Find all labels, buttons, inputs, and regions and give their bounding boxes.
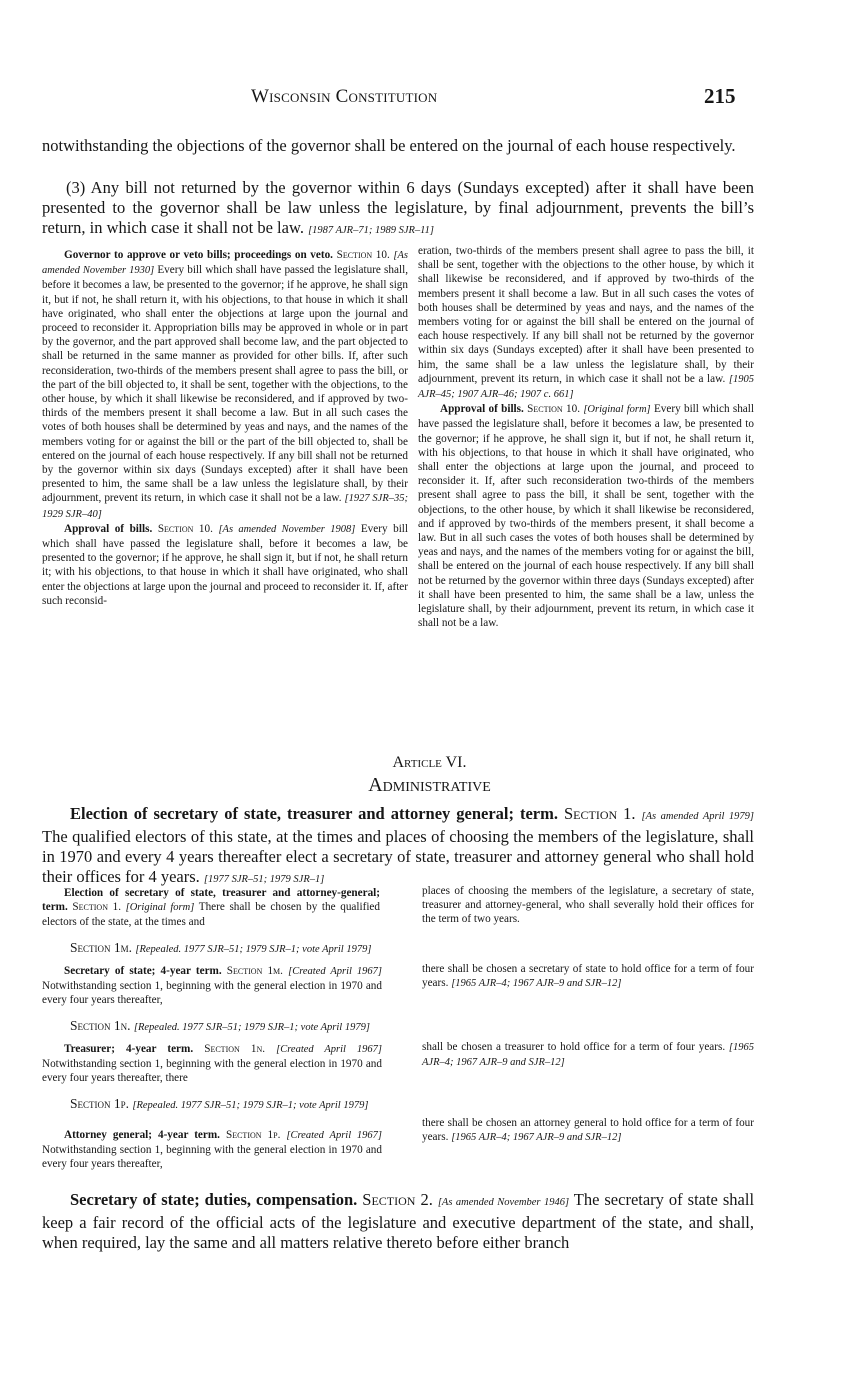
section-label: Section 10. bbox=[336, 249, 390, 261]
amend-note: [As amended November 1930] bbox=[42, 250, 408, 277]
history-text: places of choosing the members of the legislature, a secretary of state, treasurer and attorney-general, who shall severally hold their offices for the term of two years. bbox=[422, 885, 754, 926]
repealed-note: [Repealed. 1977 SJR–51; 1979 SJR–1; vote April 1979] bbox=[132, 1100, 369, 1111]
amend-note: [Original form] bbox=[583, 404, 651, 416]
history-heading: Election of secretary of state, treasurer and attorney-general; term. bbox=[42, 887, 380, 914]
section-label: Section 1m. bbox=[70, 940, 133, 955]
carryover-paragraph: notwithstanding the objections of the governor shall be entered on the journal of each house respectively. bbox=[42, 136, 736, 155]
history-text: Every bill which shall have passed the legislature shall, before it becomes a law, be presented to the governor; if he approve, he shall sign it, but if not, he shall return it, with his objections, to that house in which it shall have originated, who shall enter the objections at large upon the journal and proceed to reconsider it. Appropriation bills may be approved in whole or in part by the governor, and the part approved shall become law, and the part objected to shall be returned in the same manner as provided for other bills. If, after such reconsideration, two-thirds of the members present shall agree to pass the bill, or the part of the bill objected to, it shall be sent, together with the objections, to the other house, by which it shall likewise be reconsidered, and if approved by two-thirds of the members present it shall become a law. But in all such cases the votes of both houses shall be determined by yeas and nays, and the names of the members voting for or against the bill or the part of the bill objected to, shall be entered on the journal of each house respectively. If any bill shall not be returned by the governor within six days (Sundays excepted) after it shall have been presented to him, the same shall be a law unless the legislature shall, by their adjournment, prevent its return, in which case it shall not be a law. bbox=[42, 264, 408, 505]
history-citation: [1905 AJR–45; 1907 AJR–46; 1907 c. 661] bbox=[418, 373, 754, 401]
section-1-paragraph bbox=[42, 804, 754, 890]
section-label: Section 1n. bbox=[70, 1018, 131, 1033]
section-1-original-note bbox=[42, 886, 380, 930]
section-label: Section 1. bbox=[564, 804, 636, 823]
history-text: shall be chosen a treasurer to hold office for a term of four years. bbox=[422, 1041, 726, 1053]
repealed-note: [Repealed. 1977 SJR–51; 1979 SJR–1; vote April 1979] bbox=[133, 1022, 370, 1033]
history-heading: Treasurer; 4-year term. bbox=[64, 1043, 194, 1055]
history-note-1930 bbox=[42, 248, 408, 522]
history-heading: Approval of bills. bbox=[440, 403, 524, 416]
article-title: Administrative bbox=[368, 774, 491, 796]
section-label: Section 1p. bbox=[225, 1129, 281, 1141]
history-citation: [1965 AJR–4; 1967 AJR–9 and SJR–12] bbox=[451, 1132, 622, 1144]
history-left-column bbox=[42, 248, 408, 608]
page-number: 215 bbox=[704, 84, 736, 108]
amend-note: [Created April 1967] bbox=[276, 1044, 382, 1055]
history-text: Notwithstanding section 1, beginning with the general election in 1970 and every four years thereafter, bbox=[42, 980, 382, 1007]
history-heading: Secretary of state; 4-year term. bbox=[64, 965, 222, 977]
section-1p-history-continued bbox=[422, 1116, 754, 1145]
section-1n-history-continued bbox=[422, 1040, 754, 1070]
history-note-1908-continued bbox=[418, 244, 754, 402]
amend-note: [Created April 1967] bbox=[288, 966, 383, 977]
history-text: Every bill which shall have passed the legislature shall, before it becomes a law, be presented to the governor; if he approve, he shall sign it, but if not, he shall return it, with his objections, to that house in which it shall have originated, who shall enter the objections at large upon the journal, and proceed to reconsider it. If, after such reconsideration two-thirds of the members present shall agree to pass the bill, it shall be sent, together with the objections, to the other house, by which it shall likewise be reconsidered, and if approved by two-thirds of the members present, it shall become a law. But in all such cases the votes of both houses shall be determined by yeas and nays, and the names of the members voting for or against the bill, shall be entered on the journal of each house respectively. If any bill shall not be returned by the governor within three days (Sundays excepted) after it shall have been presented to him, the same shall be a law, unless the legislature shall, by their adjournment, prevent its return, in which case it shall not be a law. bbox=[418, 403, 754, 630]
running-header-title: Wisconsin Constitution bbox=[251, 86, 438, 107]
subsection-3-paragraph bbox=[42, 178, 754, 241]
history-text: eration, two-thirds of the members present shall agree to pass the bill, it shall be sent, together with the objections to the other house, by which it shall likewise be reconsidered, and if approved by two-thirds of the members present it shall become a law. But in all such cases the votes of both houses shall be determined by yeas and nays, and the names of the members voting for or against the bill shall be entered on the journal of each house respectively. If any bill shall not be returned by the governor within six days (Sundays excepted) after it shall have been presented to him, the same shall be a law unless the legislature shall, by their adjournment, prevent its return, in which case it shall not be a law. bbox=[418, 245, 754, 385]
history-heading: Governor to approve or veto bills; proceedings on veto. bbox=[64, 249, 333, 261]
amend-note: [As amended November 1908] bbox=[218, 523, 356, 535]
history-citation: [1965 AJR–4; 1967 AJR–9 and SJR–12] bbox=[451, 978, 622, 990]
history-text: Notwithstanding section 1, beginning with the general election in 1970 and every four years thereafter, bbox=[42, 1144, 382, 1171]
section-label: Section 1p. bbox=[70, 1096, 130, 1111]
amend-note: [Original form] bbox=[125, 902, 195, 914]
history-note-1908 bbox=[42, 522, 408, 608]
section-1p-history bbox=[42, 1128, 382, 1172]
amend-note: [Created April 1967] bbox=[286, 1130, 383, 1141]
history-text: Every bill which shall have passed the legislature shall, before it becomes a law, be presented to the governor; if he approve, he shall sign it, but if not, he shall return it; with his objections, to that house in which it shall have originated, who shall enter the objections at large upon the journal and proceed to reconsider it. If, after such reconsid- bbox=[42, 522, 409, 607]
article-number: Article VI. bbox=[392, 754, 467, 771]
section-label: Section 2. bbox=[362, 1190, 433, 1209]
history-text: Notwithstanding section 1, beginning with the general election in 1970 and every four years thereafter, there bbox=[42, 1058, 382, 1085]
section-label: Section 1m. bbox=[226, 965, 283, 977]
repealed-note: [Repealed. 1977 SJR–51; 1979 SJR–1; vote April 1979] bbox=[135, 944, 372, 955]
section-2-paragraph bbox=[42, 1190, 754, 1253]
history-text: there shall be chosen an attorney general to hold office for a term of four years. bbox=[422, 1117, 754, 1144]
history-note-original bbox=[418, 402, 754, 630]
history-heading: Approval of bills. bbox=[64, 522, 153, 535]
history-right-column bbox=[418, 244, 754, 630]
history-text: There shall be chosen by the qualified electors of the state, at the times and bbox=[42, 901, 380, 929]
subsection-3-citation: [1987 AJR–71; 1989 SJR–11] bbox=[308, 225, 434, 236]
section-1n-repealed bbox=[70, 1018, 370, 1034]
section-1-original-note-continued bbox=[422, 884, 754, 927]
section-1-heading: Election of secretary of state, treasurer and attorney general; term. bbox=[70, 804, 558, 823]
section-2-heading: Secretary of state; duties, compensation. bbox=[70, 1190, 358, 1209]
section-label: Section 1n. bbox=[204, 1043, 266, 1055]
amend-note: [As amended November 1946] bbox=[437, 1197, 570, 1208]
section-1-text: The qualified electors of this state, at the times and places of choosing the members of the legislature, shall in 1970 and every 4 years thereafter elect a secretary of state, treasurer and attorney general who shall hold their offices for 4 years. bbox=[42, 827, 754, 886]
subsection-3-text: (3) Any bill not returned by the governor within 6 days (Sundays excepted) after it shall have been presented to the governor shall be law unless the legislature, by final adjournment, prevents the bill’s return, in which case it shall not be law. bbox=[42, 178, 754, 237]
section-1-citation: [1977 SJR–51; 1979 SJR–1] bbox=[203, 874, 325, 885]
section-1p-repealed bbox=[70, 1096, 368, 1112]
section-label: Section 10. bbox=[157, 522, 213, 535]
section-label: Section 1. bbox=[72, 901, 121, 914]
section-1n-history bbox=[42, 1042, 382, 1086]
history-text: there shall be chosen a secretary of state to hold office for a term of four years. bbox=[422, 963, 754, 990]
history-citation: [1927 SJR–35; 1929 SJR–40] bbox=[42, 493, 408, 520]
section-2-text: The secretary of state shall keep a fair record of the official acts of the legislature and executive department of the state, and shall, when required, lay the same and all matters relative thereto before either branch bbox=[42, 1190, 755, 1252]
history-heading: Attorney general; 4-year term. bbox=[64, 1129, 220, 1141]
section-label: Section 10. bbox=[527, 403, 580, 416]
section-1m-history-continued bbox=[422, 962, 754, 991]
amend-note: [As amended April 1979] bbox=[641, 811, 755, 822]
section-1m-history bbox=[42, 964, 382, 1008]
history-citation: [1965 AJR–4; 1967 AJR–9 and SJR–12] bbox=[422, 1042, 754, 1069]
section-1m-repealed bbox=[70, 940, 371, 956]
